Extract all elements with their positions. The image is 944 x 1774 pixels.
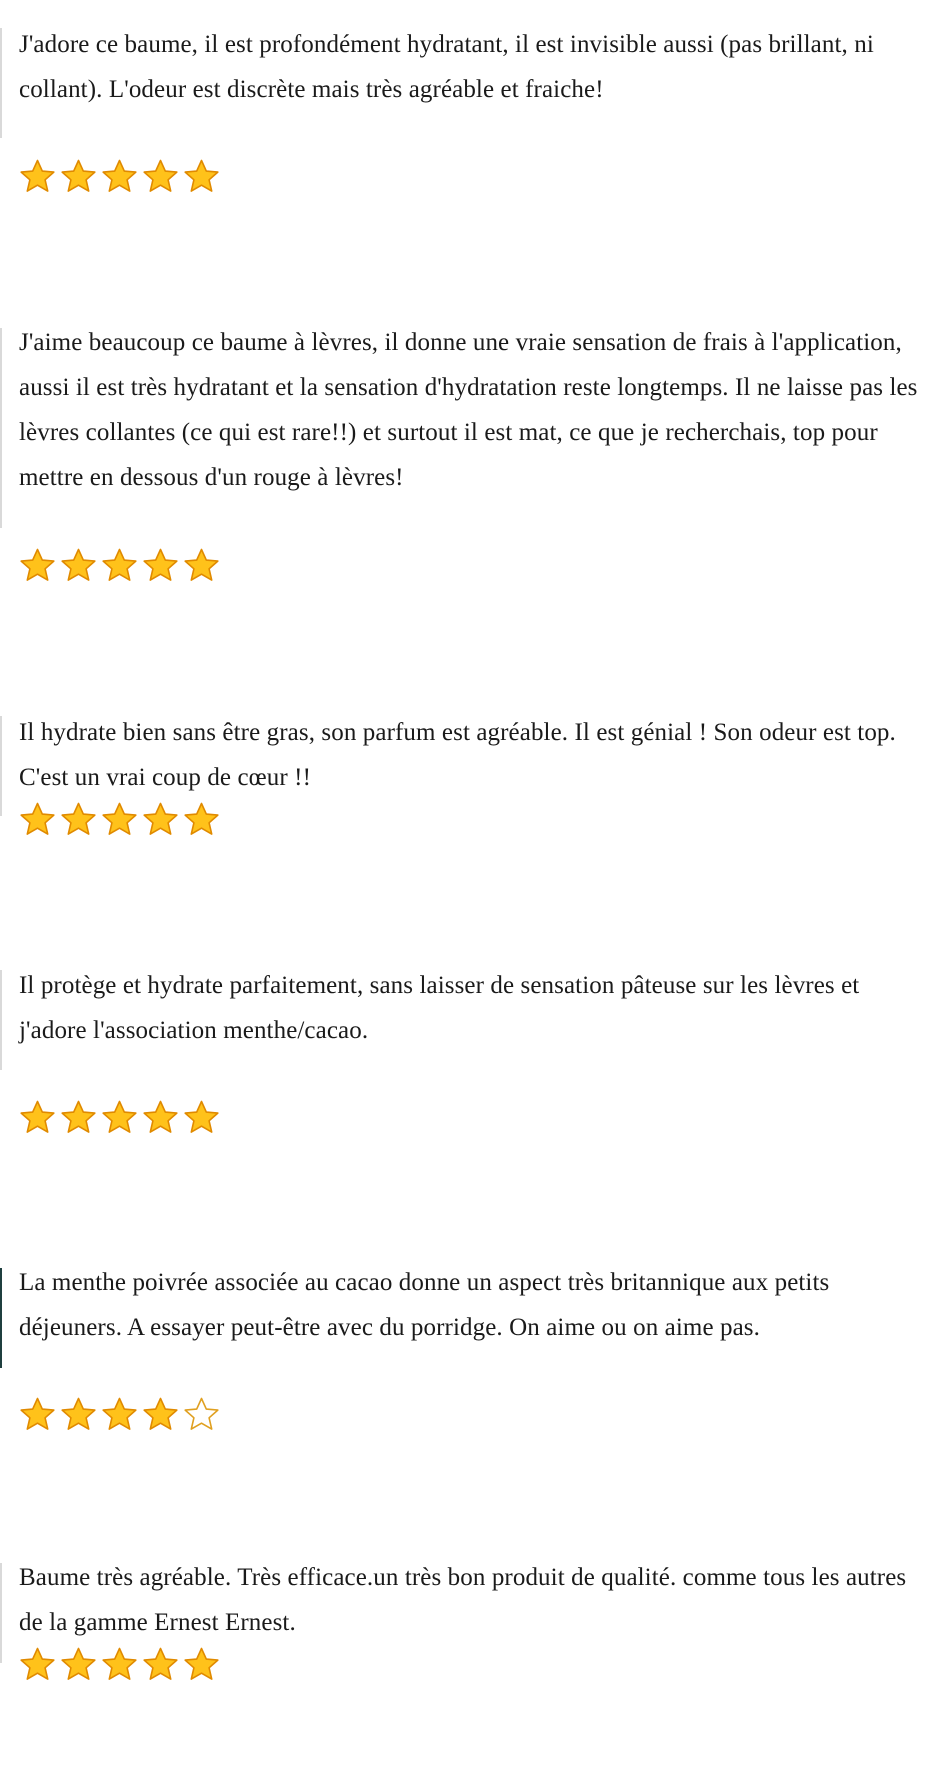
star-filled-icon xyxy=(60,1396,97,1432)
rating-stars xyxy=(19,158,220,194)
star-filled-icon xyxy=(183,801,220,837)
review-text: J'adore ce baume, il est profondément hydratant, il est invisible aussi (pas brillant, ni collant). L'odeur est discrète mais très agréable et fraiche! xyxy=(19,31,874,103)
star-filled-icon xyxy=(183,547,220,583)
rating-stars xyxy=(19,801,220,837)
star-filled-icon xyxy=(101,158,138,194)
star-filled-icon xyxy=(142,547,179,583)
star-filled-icon xyxy=(142,1099,179,1135)
review-divider xyxy=(0,28,2,138)
review-divider xyxy=(0,1563,2,1663)
star-filled-icon xyxy=(60,1646,97,1682)
star-filled-icon xyxy=(183,158,220,194)
star-filled-icon xyxy=(19,1396,56,1432)
star-filled-icon xyxy=(142,158,179,194)
star-filled-icon xyxy=(60,801,97,837)
star-filled-icon xyxy=(101,1396,138,1432)
review-text: Baume très agréable. Très efficace.un très bon produit de qualité. comme tous les autres de la gamme Ernest Ernest. xyxy=(19,1564,907,1636)
star-filled-icon xyxy=(142,801,179,837)
star-filled-icon xyxy=(19,547,56,583)
star-filled-icon xyxy=(60,547,97,583)
review-divider xyxy=(0,1268,2,1368)
review-text: La menthe poivrée associée au cacao donne un aspect très britannique aux petits déjeuners. A essayer peut-être avec du porridge. On aime ou on aime pas. xyxy=(19,1269,830,1341)
star-filled-icon xyxy=(19,801,56,837)
star-filled-icon xyxy=(101,1646,138,1682)
star-filled-icon xyxy=(60,158,97,194)
review-divider xyxy=(0,328,2,528)
star-filled-icon xyxy=(19,1646,56,1682)
rating-stars xyxy=(19,1099,220,1135)
star-filled-icon xyxy=(183,1646,220,1682)
star-filled-icon xyxy=(142,1396,179,1432)
star-filled-icon xyxy=(101,1099,138,1135)
rating-stars xyxy=(19,547,220,583)
star-filled-icon xyxy=(142,1646,179,1682)
star-filled-icon xyxy=(60,1099,97,1135)
star-filled-icon xyxy=(101,547,138,583)
review-text: J'aime beaucoup ce baume à lèvres, il donne une vraie sensation de frais à l'application, aussi il est très hydratant et la sensation d'hydratation reste longtemps. Il ne laisse pas les lèvres collantes (ce qui est rare!!) et surtout il est mat, ce que je recherchais, top pour mettre en dessous d'un rouge à lèvres! xyxy=(19,329,918,491)
rating-stars xyxy=(19,1646,220,1682)
review-divider xyxy=(0,716,2,816)
review-text: Il protège et hydrate parfaitement, sans laisser de sensation pâteuse sur les lèvres et j'adore l'association menthe/cacao. xyxy=(19,972,860,1044)
star-empty-icon xyxy=(183,1396,220,1432)
rating-stars xyxy=(19,1396,220,1432)
star-filled-icon xyxy=(19,1099,56,1135)
review-divider xyxy=(0,970,2,1070)
review-text: Il hydrate bien sans être gras, son parfum est agréable. Il est génial ! Son odeur est top. C'est un vrai coup de cœur !! xyxy=(19,719,896,791)
star-filled-icon xyxy=(183,1099,220,1135)
star-filled-icon xyxy=(101,801,138,837)
star-filled-icon xyxy=(19,158,56,194)
